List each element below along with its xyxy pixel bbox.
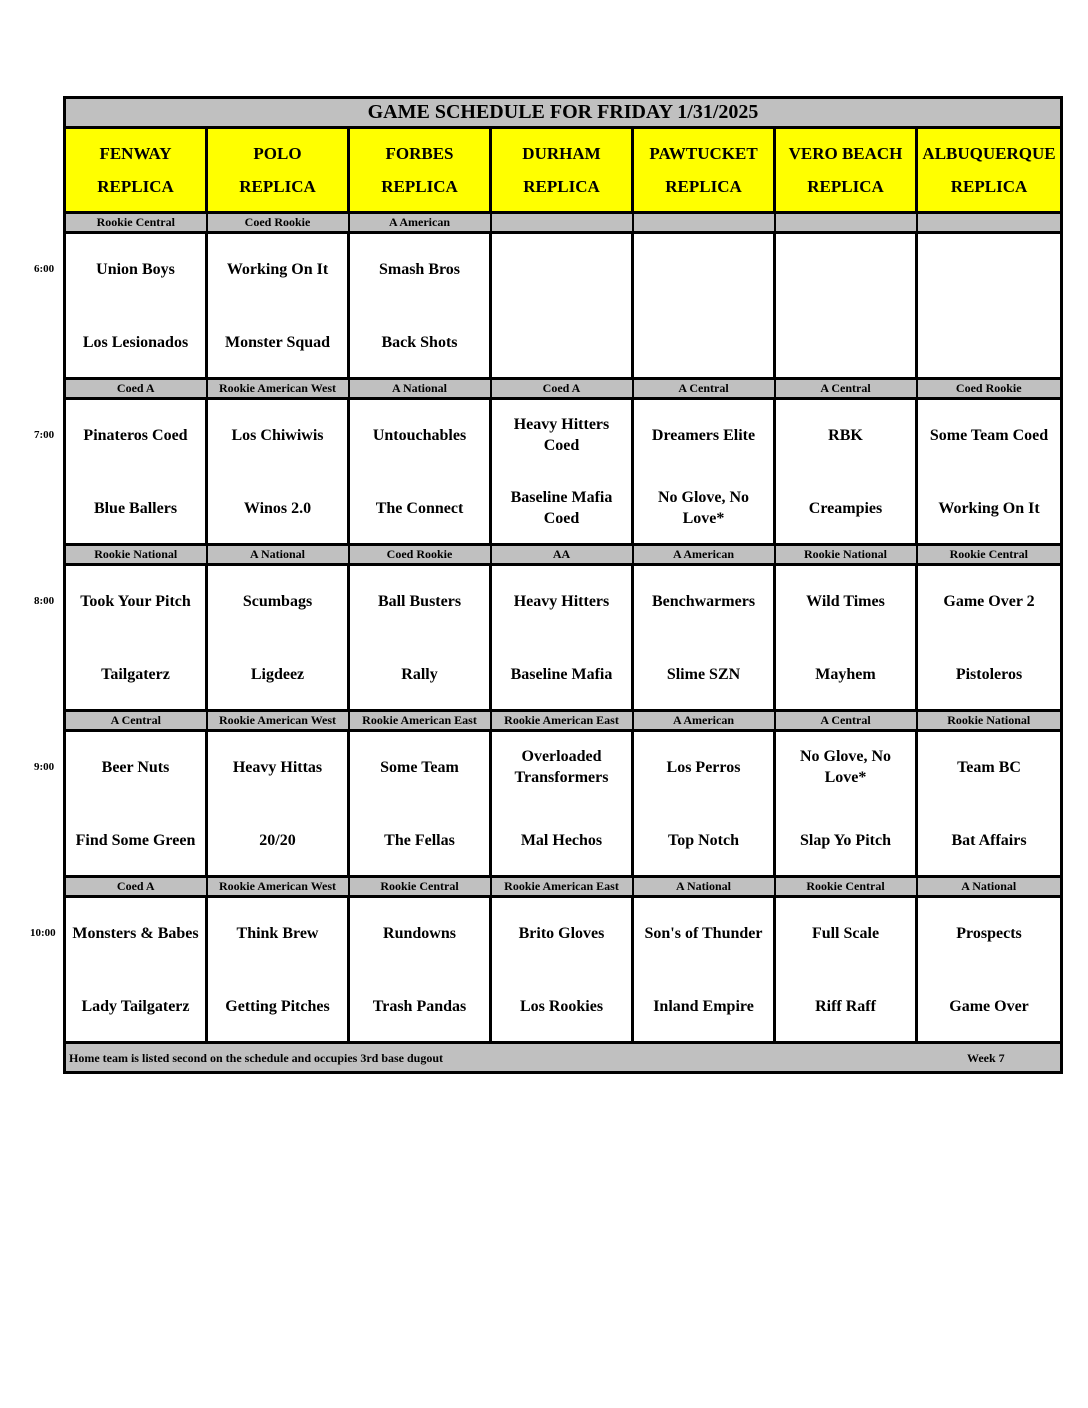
division-label: Rookie National (917, 711, 1062, 731)
time-label: 7:00 (34, 428, 55, 441)
field-header-row (65, 128, 1062, 213)
home-team: Inland Empire (653, 997, 754, 1015)
division-label: Coed A (491, 379, 633, 399)
home-team: Lady Tailgaterz (81, 997, 190, 1015)
game-cell (775, 565, 917, 711)
home-team: Back Shots (381, 333, 458, 351)
home-team: Getting Pitches (225, 997, 330, 1015)
home-team: The Connect (375, 499, 464, 517)
division-label: AA (491, 545, 633, 565)
away-team: Dreamers Elite (651, 426, 756, 444)
division-label: A American (633, 711, 775, 731)
away-team: Some Team (380, 758, 459, 776)
field-header (207, 128, 349, 213)
away-team: Took Your Pitch (80, 592, 191, 610)
division-label: A National (633, 877, 775, 897)
away-team: Heavy Hittas (232, 758, 323, 776)
division-label: Rookie Central (349, 877, 491, 897)
away-team: Some Team Coed (929, 426, 1049, 444)
game-cell (207, 233, 349, 379)
home-team: Pistoleros (955, 665, 1023, 683)
field-name: PAWTUCKET (649, 144, 758, 163)
division-label: A Central (633, 379, 775, 399)
away-team (492, 239, 631, 299)
home-team: Baseline Mafia (510, 665, 613, 683)
field-name: POLO (253, 144, 302, 163)
field-name: DURHAM (522, 144, 601, 163)
away-team: Full Scale (811, 924, 880, 942)
away-team: Team BC (957, 758, 1021, 776)
field-subtitle: REPLICA (807, 177, 884, 196)
away-team: Rundowns (383, 924, 456, 942)
away-team: Smash Bros (378, 260, 461, 278)
game-cell (207, 897, 349, 1043)
away-team (918, 239, 1060, 299)
field-header (65, 128, 207, 213)
division-label: A National (349, 379, 491, 399)
home-team (918, 312, 1060, 372)
division-label: Rookie American East (349, 711, 491, 731)
division-label: Rookie Central (65, 213, 207, 233)
field-name: VERO BEACH (788, 144, 903, 163)
away-team: Working On It (226, 260, 329, 278)
home-team: Creampies (808, 499, 883, 517)
away-team: No Glove, No Love* (799, 748, 892, 786)
away-team: Los Perros (666, 758, 741, 776)
game-cell (491, 897, 633, 1043)
away-team: Untouchables (372, 426, 467, 444)
away-team: Monsters & Babes (72, 924, 199, 942)
away-team: Los Chiwiwis (231, 426, 324, 444)
time-label: 8:00 (34, 594, 55, 607)
field-header (491, 128, 633, 213)
home-team: Game Over (949, 997, 1029, 1015)
field-name: FORBES (385, 144, 454, 163)
home-team-note: Home team is listed second on the schedule and occupies 3rd base dugout (69, 1051, 444, 1065)
game-cell (349, 897, 491, 1043)
game-cell (775, 897, 917, 1043)
home-team: Winos 2.0 (243, 499, 312, 517)
division-label: A National (917, 877, 1062, 897)
home-team: Ligdeez (250, 665, 305, 683)
game-row (65, 565, 1062, 711)
away-team: Beer Nuts (101, 758, 170, 776)
division-label: Coed A (65, 379, 207, 399)
division-row (65, 877, 1062, 897)
division-label: Rookie Central (917, 545, 1062, 565)
home-team: Baseline Mafia Coed (510, 489, 613, 527)
game-cell (491, 731, 633, 877)
game-cell (917, 233, 1062, 379)
division-label: A Central (775, 379, 917, 399)
division-label: Rookie National (65, 545, 207, 565)
game-cell (491, 565, 633, 711)
home-team: 20/20 (259, 831, 296, 849)
away-team: Wild Times (806, 592, 885, 610)
game-cell (65, 565, 207, 711)
away-team: RBK (828, 426, 863, 444)
field-subtitle: REPLICA (665, 177, 742, 196)
game-cell (207, 399, 349, 545)
home-team (492, 312, 631, 372)
away-team: Brito Gloves (518, 924, 605, 942)
home-team: Slap Yo Pitch (800, 831, 891, 849)
game-row (65, 897, 1062, 1043)
division-label: Coed Rookie (917, 379, 1062, 399)
game-cell (917, 731, 1062, 877)
away-team: Son's of Thunder (644, 924, 763, 942)
field-name: ALBUQUERQUE (922, 144, 1056, 163)
division-label: A Central (65, 711, 207, 731)
home-team: Blue Ballers (93, 499, 178, 517)
home-team: Monster Squad (224, 333, 331, 351)
field-header (917, 128, 1062, 213)
schedule-title: GAME SCHEDULE FOR FRIDAY 1/31/2025 (65, 98, 1062, 128)
field-subtitle: REPLICA (97, 177, 174, 196)
home-team: Bat Affairs (951, 831, 1027, 849)
week-label: Week 7 (967, 1051, 1005, 1065)
home-team: Find Some Green (75, 831, 196, 849)
home-team: Mayhem (815, 665, 876, 683)
division-label: Coed Rookie (207, 213, 349, 233)
game-cell (917, 399, 1062, 545)
home-team: Riff Raff (815, 997, 876, 1015)
game-cell (917, 565, 1062, 711)
game-cell (207, 565, 349, 711)
away-team: Union Boys (96, 260, 175, 278)
game-cell (917, 897, 1062, 1043)
division-label: Rookie American West (207, 877, 349, 897)
away-team: Game Over 2 (943, 592, 1035, 610)
game-cell (633, 565, 775, 711)
game-cell (633, 731, 775, 877)
division-label: Coed Rookie (349, 545, 491, 565)
division-label (633, 213, 775, 233)
away-team: Scumbags (242, 592, 313, 610)
footer-bar (65, 1043, 1062, 1073)
game-cell (775, 233, 917, 379)
away-team: Ball Busters (377, 592, 462, 610)
division-row (65, 545, 1062, 565)
time-label: 10:00 (30, 926, 56, 939)
division-label (917, 213, 1062, 233)
game-cell (349, 731, 491, 877)
game-row (65, 233, 1062, 379)
home-team: Mal Hechos (520, 831, 603, 849)
schedule-table (63, 96, 1063, 1074)
game-cell (775, 399, 917, 545)
field-header (775, 128, 917, 213)
game-cell (491, 399, 633, 545)
division-label: Rookie American West (207, 711, 349, 731)
division-row (65, 379, 1062, 399)
game-cell (775, 731, 917, 877)
away-team: Overloaded Transformers (514, 748, 609, 786)
game-cell (65, 399, 207, 545)
home-team: Top Notch (668, 831, 739, 849)
field-subtitle: REPLICA (239, 177, 316, 196)
game-cell (65, 233, 207, 379)
game-cell (633, 897, 775, 1043)
game-cell (633, 233, 775, 379)
field-header (633, 128, 775, 213)
away-team: Think Brew (236, 924, 319, 942)
game-row (65, 399, 1062, 545)
home-team: Los Rookies (519, 997, 604, 1015)
division-label: A American (633, 545, 775, 565)
field-name: FENWAY (99, 144, 172, 163)
away-team: Benchwarmers (651, 592, 756, 610)
game-cell (349, 399, 491, 545)
home-team: Trash Pandas (372, 997, 467, 1015)
away-team: Prospects (956, 924, 1022, 942)
division-label: Coed A (65, 877, 207, 897)
game-cell (65, 897, 207, 1043)
away-team (776, 239, 915, 299)
home-team (776, 312, 915, 372)
time-label: 6:00 (34, 262, 55, 275)
division-label: Rookie National (775, 545, 917, 565)
division-label: A National (207, 545, 349, 565)
away-team: Heavy Hitters (513, 592, 610, 610)
division-label: Rookie American East (491, 711, 633, 731)
home-team: Working On It (938, 499, 1040, 517)
division-label (491, 213, 633, 233)
home-team: The Fellas (384, 831, 455, 849)
home-team (634, 312, 773, 372)
home-team: Slime SZN (666, 665, 741, 683)
division-label: Rookie American West (207, 379, 349, 399)
field-subtitle: REPLICA (381, 177, 458, 196)
home-team: Los Lesionados (82, 333, 189, 351)
division-label: Rookie American East (491, 877, 633, 897)
game-cell (491, 233, 633, 379)
field-subtitle: REPLICA (950, 177, 1028, 196)
home-team: Rally (401, 665, 438, 683)
game-cell (349, 565, 491, 711)
field-header (349, 128, 491, 213)
division-row (65, 711, 1062, 731)
game-row (65, 731, 1062, 877)
division-label: A American (349, 213, 491, 233)
field-subtitle: REPLICA (523, 177, 600, 196)
game-cell (207, 731, 349, 877)
division-label (775, 213, 917, 233)
home-team: No Glove, No Love* (657, 489, 750, 527)
home-team: Tailgaterz (101, 665, 170, 683)
game-cell (65, 731, 207, 877)
division-label: A Central (775, 711, 917, 731)
game-cell (349, 233, 491, 379)
away-team: Pinateros Coed (83, 426, 188, 444)
division-row (65, 213, 1062, 233)
time-label: 9:00 (34, 760, 55, 773)
away-team: Heavy Hitters Coed (513, 416, 610, 454)
away-team (634, 239, 773, 299)
game-cell (633, 399, 775, 545)
division-label: Rookie Central (775, 877, 917, 897)
